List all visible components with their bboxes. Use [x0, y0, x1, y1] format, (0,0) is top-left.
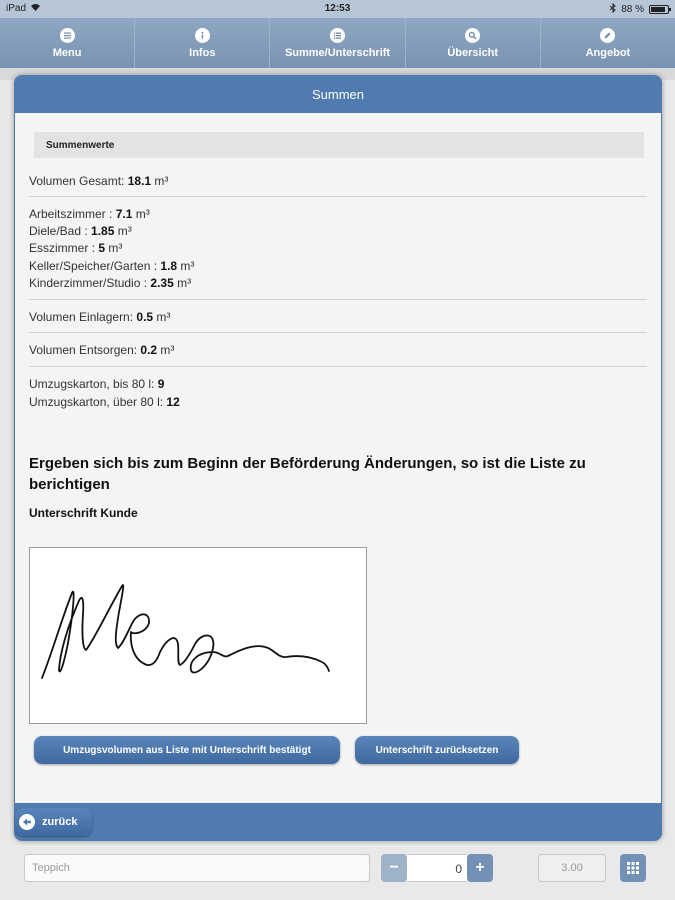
- divider: [29, 366, 647, 367]
- signature-label: Unterschrift Kunde: [29, 506, 138, 520]
- karton-line: [29, 377, 164, 391]
- room-value: 1.85: [91, 224, 115, 238]
- room-line: [29, 207, 150, 221]
- quantity-field[interactable]: 0: [407, 854, 467, 882]
- unit: m³: [153, 310, 171, 324]
- back-button[interactable]: [15, 808, 92, 836]
- room-label: Keller/Speicher/Garten :: [29, 259, 161, 273]
- bluetooth-icon: [610, 3, 616, 16]
- room-line: [29, 276, 191, 290]
- nav-item-summe-unterschrift[interactable]: [270, 18, 405, 68]
- unit: m³: [173, 276, 192, 290]
- battery-text: 88 %: [621, 4, 644, 15]
- reset-signature-button[interactable]: Unterschrift zurücksetzen: [355, 736, 519, 764]
- karton-label: Umzugskarton, bis 80 l:: [29, 377, 158, 391]
- dialog-body: [15, 113, 661, 803]
- battery-icon: [649, 5, 669, 14]
- divider: [29, 299, 647, 300]
- room-label: Arbeitszimmer :: [29, 207, 116, 221]
- status-bar: [0, 0, 675, 18]
- einlagern-label: Volumen Einlagern:: [29, 310, 137, 324]
- room-label: Esszimmer :: [29, 241, 99, 255]
- room-value: 5: [98, 241, 106, 255]
- nav-bar: [0, 18, 675, 68]
- arrow-left-icon: [19, 814, 35, 830]
- status-time: 12:53: [324, 3, 351, 14]
- entsorgen-label: Volumen Entsorgen:: [29, 343, 141, 357]
- item-name-field[interactable]: Teppich: [24, 854, 370, 882]
- volumen-gesamt-label: Volumen Gesamt:: [29, 174, 128, 188]
- unit: m³: [114, 224, 132, 238]
- info-icon: [195, 28, 210, 43]
- dialog-title: Summen: [311, 86, 365, 102]
- unit: m³: [177, 259, 195, 273]
- nav-item-infos[interactable]: [135, 18, 270, 68]
- notice-headline: Ergeben sich bis zum Beginn der Beförderung Änderungen, so ist die Liste zu berichtigen: [29, 455, 586, 493]
- quantity-stepper: [381, 854, 493, 882]
- unit: m³: [132, 207, 150, 221]
- nav-item-uebersicht[interactable]: [406, 18, 541, 68]
- price-field[interactable]: 3.00: [538, 854, 606, 882]
- nav-item-menu[interactable]: [0, 18, 135, 68]
- divider: [29, 332, 647, 333]
- room-label: Diele/Bad :: [29, 224, 92, 238]
- nav-label: Übersicht: [447, 46, 499, 59]
- einlagern-value: 0.5: [136, 310, 154, 324]
- dialog-header: [14, 75, 662, 113]
- karton-line: [29, 395, 180, 409]
- list-icon: [330, 28, 345, 43]
- status-right: [610, 3, 669, 16]
- volumen-gesamt-value: 18.1: [127, 174, 152, 188]
- volumen-entsorgen: [29, 343, 174, 357]
- volumen-gesamt: [29, 174, 168, 188]
- search-icon: [465, 28, 480, 43]
- signature-stroke: [30, 548, 366, 723]
- karton-value: 12: [166, 395, 180, 409]
- dialog-footer: [14, 803, 662, 841]
- pencil-icon: [600, 28, 615, 43]
- room-value: 7.1: [115, 207, 133, 221]
- unit: m³: [157, 343, 175, 357]
- device-name: iPad: [6, 3, 27, 14]
- room-value: 1.8: [160, 259, 178, 273]
- room-line: [29, 224, 132, 238]
- nav-label: Summe/Unterschrift: [284, 46, 391, 59]
- summen-dialog: [14, 75, 662, 841]
- back-label: zurück: [42, 816, 78, 828]
- unit: m³: [105, 241, 123, 255]
- room-label: Kinderzimmer/Studio :: [29, 276, 151, 290]
- unit: m³: [151, 174, 169, 188]
- nav-label: Infos: [189, 46, 216, 59]
- confirm-volume-button[interactable]: Umzugsvolumen aus Liste mit Unterschrift bestätigt: [34, 736, 340, 764]
- menu-icon: [60, 28, 75, 43]
- divider: [29, 196, 647, 197]
- karton-value: 9: [157, 377, 165, 391]
- grid-icon[interactable]: [620, 854, 646, 882]
- entsorgen-value: 0.2: [140, 343, 158, 357]
- nav-label: Angebot: [585, 46, 631, 59]
- item-row: [0, 845, 675, 900]
- signature-pad[interactable]: [29, 547, 367, 724]
- decrement-button[interactable]: −: [381, 854, 407, 882]
- increment-button[interactable]: +: [467, 854, 493, 882]
- volumen-einlagern: [29, 310, 170, 324]
- karton-label: Umzugskarton, über 80 l:: [29, 395, 167, 409]
- battery-fill: [651, 7, 665, 12]
- room-line: [29, 259, 194, 273]
- nav-item-angebot[interactable]: [541, 18, 675, 68]
- room-line: [29, 241, 122, 255]
- section-heading: Summenwerte: [34, 132, 644, 158]
- room-value: 2.35: [150, 276, 174, 290]
- nav-label: Menu: [52, 46, 82, 59]
